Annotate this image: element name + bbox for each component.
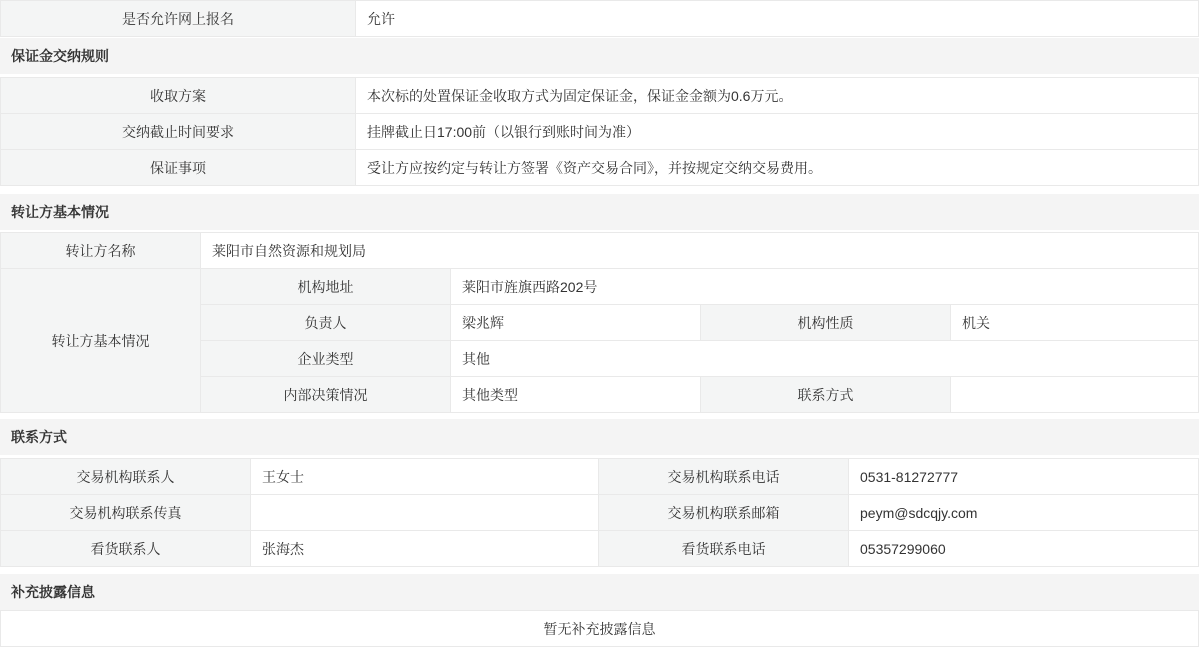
field-label-company-type: 企业类型 — [201, 341, 451, 377]
table-row — [1, 611, 1199, 647]
deposit-rules-table — [0, 77, 1199, 186]
table-row — [1, 459, 1199, 495]
field-value-guarantee-matters: 受让方应按约定与转让方签署《资产交易合同》，并按规定交纳交易费用。 — [356, 150, 1199, 186]
field-label-principal: 负责人 — [201, 305, 451, 341]
section-title-supplementary-disclosure: 补充披露信息 — [0, 574, 1199, 610]
online-signup-table — [0, 0, 1199, 37]
field-label-agency-contact-fax: 交易机构联系传真 — [1, 495, 251, 531]
field-value-payment-deadline: 挂牌截止日17:00前（以银行到账时间为准） — [356, 114, 1199, 150]
table-row — [1, 78, 1199, 114]
field-value-viewing-contact-phone: 05357299060 — [849, 531, 1199, 567]
field-value-org-address: 莱阳市旌旗西路202号 — [451, 269, 1199, 305]
supplementary-disclosure-table — [0, 610, 1199, 647]
field-value-collection-plan: 本次标的处置保证金收取方式为固定保证金，保证金金额为0.6万元。 — [356, 78, 1199, 114]
field-value-org-nature: 机关 — [951, 305, 1199, 341]
field-label-guarantee-matters: 保证事项 — [1, 150, 356, 186]
table-row — [1, 233, 1199, 269]
field-label-agency-contact-email: 交易机构联系邮箱 — [599, 495, 849, 531]
group-label-transferor-basic-info: 转让方基本情况 — [1, 269, 201, 413]
field-value-internal-decision: 其他类型 — [451, 377, 701, 413]
field-label-transferor-name: 转让方名称 — [1, 233, 201, 269]
field-value-contact-method — [951, 377, 1199, 413]
field-value-online-signup: 允许 — [356, 1, 1199, 37]
field-label-org-address: 机构地址 — [201, 269, 451, 305]
field-value-viewing-contact-person: 张海杰 — [251, 531, 599, 567]
field-value-agency-contact-fax — [251, 495, 599, 531]
field-label-collection-plan: 收取方案 — [1, 78, 356, 114]
field-value-agency-contact-phone: 0531-81272777 — [849, 459, 1199, 495]
field-label-viewing-contact-person: 看货联系人 — [1, 531, 251, 567]
field-label-agency-contact-person: 交易机构联系人 — [1, 459, 251, 495]
field-value-company-type: 其他 — [451, 341, 1199, 377]
section-title-transferor-info: 转让方基本情况 — [0, 194, 1199, 230]
table-row — [1, 1, 1199, 37]
field-label-online-signup: 是否允许网上报名 — [1, 1, 356, 37]
table-row — [1, 269, 1199, 305]
field-label-payment-deadline: 交纳截止时间要求 — [1, 114, 356, 150]
field-label-contact-method: 联系方式 — [701, 377, 951, 413]
field-label-org-nature: 机构性质 — [701, 305, 951, 341]
supplementary-disclosure-empty-text: 暂无补充披露信息 — [1, 611, 1199, 647]
table-row — [1, 114, 1199, 150]
table-row — [1, 150, 1199, 186]
table-row — [1, 495, 1199, 531]
table-row — [1, 531, 1199, 567]
section-title-contacts: 联系方式 — [0, 419, 1199, 455]
contacts-table — [0, 458, 1199, 567]
transferor-info-table — [0, 232, 1199, 413]
field-value-transferor-name: 莱阳市自然资源和规划局 — [201, 233, 1199, 269]
field-label-agency-contact-phone: 交易机构联系电话 — [599, 459, 849, 495]
field-value-principal: 梁兆辉 — [451, 305, 701, 341]
field-label-viewing-contact-phone: 看货联系电话 — [599, 531, 849, 567]
section-title-deposit-rules: 保证金交纳规则 — [0, 38, 1199, 74]
field-value-agency-contact-email: peym@sdcqjy.com — [849, 495, 1199, 531]
field-label-internal-decision: 内部决策情况 — [201, 377, 451, 413]
field-value-agency-contact-person: 王女士 — [251, 459, 599, 495]
